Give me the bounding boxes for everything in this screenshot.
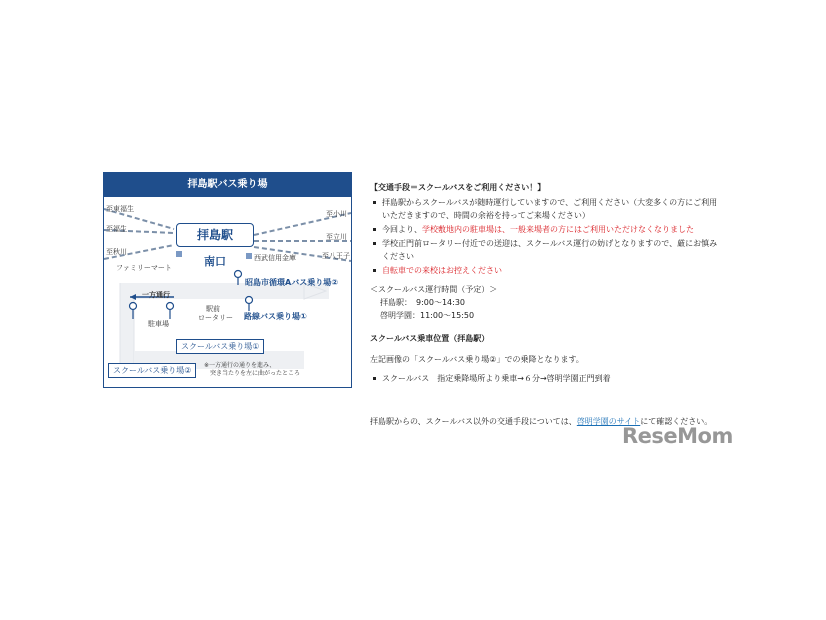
line-label: 至東福生 (106, 205, 134, 213)
list-item: スクールバス 指定乗降場所より乗車→６分→啓明学園正門到着 (370, 372, 722, 385)
school-site-link[interactable]: 啓明学園のサイト (576, 417, 641, 426)
school-bus-stop-2-label: スクールバス乗り場② (108, 363, 196, 378)
transport-info (370, 181, 722, 428)
rotary-label-line2: ロータリー (198, 314, 233, 322)
boarding-list (370, 372, 722, 385)
line-label: 至福生 (106, 225, 127, 233)
map-title: 拝島駅バス乗り場 (104, 173, 351, 197)
note-text: 拝島駅からの、スクールバス以外の交通手段については、 (370, 417, 577, 426)
boarding-title: スクールバス乗車位置（拝島駅） (370, 334, 490, 343)
familymart-label: ファミリーマート (116, 264, 172, 272)
station-name: 拝島駅 (176, 223, 254, 247)
bank-label: 西武信用金庫 (254, 254, 296, 262)
note-text: にて確認ください。 (640, 417, 713, 426)
list-item: 自転車での来校はお控えください (370, 264, 722, 277)
schedule-row: 拝島駅： 9:00〜14:30 (380, 298, 466, 307)
list-item (370, 223, 722, 236)
schedule-row: 啓明学園：11:00〜15:50 (380, 311, 475, 320)
school-bus-stop-1-label: スクールバス乗り場① (176, 339, 264, 354)
line-label: 至立川 (326, 233, 347, 241)
list-item: 学校正門前ロータリー付近での送迎は、スクールバス運行の妨げとなりますので、厳にお慎みください (370, 237, 722, 263)
boarding-desc: 左記画像の「スクールバス乗り場②」での乗降となります。 (370, 355, 584, 364)
line-label: 至小川 (326, 210, 347, 218)
list-item: 拝島駅からスクールバスが随時運行していますので、ご利用ください（大変多くの方にご利用いただきますので、時間の余裕を持ってご来場ください） (370, 196, 722, 222)
one-way-label: 一方通行 (142, 291, 170, 299)
schedule (370, 283, 722, 322)
map-note-line1: ※一方通行の通りを進み、 (204, 362, 276, 369)
resemom-watermark: ReseMom (622, 424, 733, 448)
exit-label: 南口 (204, 255, 226, 268)
rotary-label-line1: 駅前 (206, 305, 220, 313)
city-bus-stop-label: 昭島市循環Aバス乗り場② (245, 278, 338, 287)
list-item-text: 今回より、 (382, 225, 422, 234)
schedule-title: ＜スクールバス運行時間（予定）＞ (370, 285, 498, 294)
route-bus-stop-label: 路線バス乗り場① (244, 312, 307, 321)
line-label: 至秋川 (106, 248, 127, 256)
info-heading: 【交通手段＝スクールバスをご利用ください！】 (370, 183, 546, 192)
map-note-line2: 突き当たりを左に曲がったところ (210, 370, 301, 377)
parking-warning: 学校敷地内の駐車場は、一般来場者の方にはご利用いただけなくなりました (422, 225, 694, 234)
bus-stop-map (103, 172, 352, 388)
line-label: 至八王子 (322, 252, 350, 260)
notice-list (370, 196, 722, 277)
parking-label: 駐車場 (148, 320, 169, 328)
